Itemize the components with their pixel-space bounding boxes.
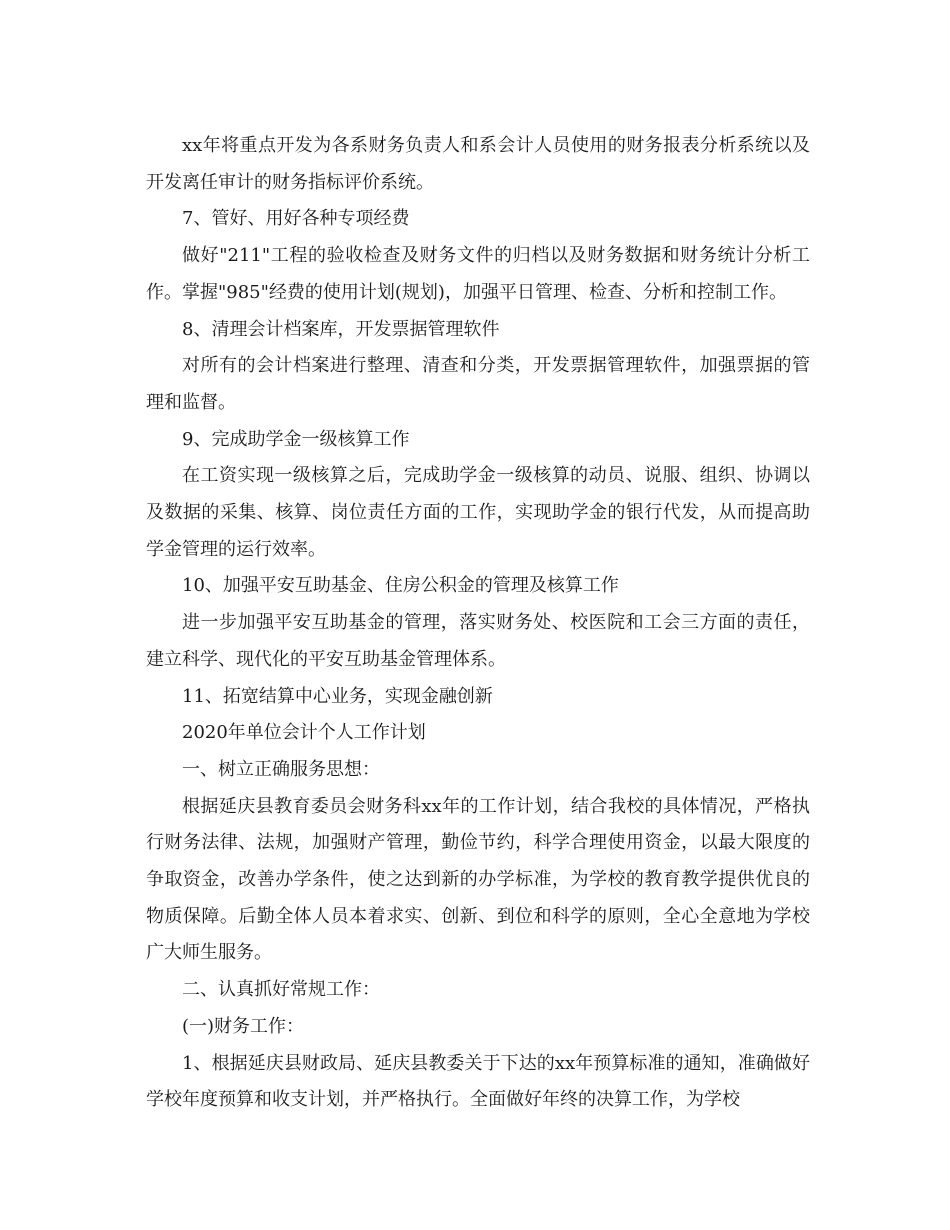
heading-stipend-accounting: 9、完成助学金一级核算工作	[182, 428, 410, 450]
paragraph-budget: 1、根据延庆县财政局、延庆县教委关于下达的xx年预算标准的通知，准确做好学校年度预算和收支计划，并严格执行。全面做好年终的决算工作，为学校	[146, 1052, 810, 1111]
heading-settlement-center: 11、拓宽结算中心业务，实现金融创新	[182, 685, 493, 707]
heading-finance-work: (一)财务工作：	[182, 1015, 305, 1037]
heading-routine-work: 二、认真抓好常规工作：	[182, 979, 380, 1001]
paragraph-special-funds: 做好"211"工程的验收检查及财务文件的归档以及财务数据和财务统计分析工作。掌握"985"经费的使用计划(规划)，加强平日管理、检查、分析和控制工作。	[146, 245, 810, 303]
paragraph-mutual-aid-fund: 进一步加强平安互助基金的管理，落实财务处、校医院和工会三方面的责任，建立科学、现代化的平安互助基金管理体系。	[146, 612, 810, 670]
section-title: 2020年单位会计个人工作计划	[182, 722, 426, 744]
paragraph-system-dev: xx年将重点开发为各系财务负责人和系会计人员使用的财务报表分析系统以及开发离任审计的财务指标评价系统。	[146, 135, 810, 193]
heading-special-funds: 7、管好、用好各种专项经费	[182, 208, 410, 230]
document-body	[146, 128, 810, 1119]
heading-accounting-archives: 8、清理会计档案库，开发票据管理软件	[182, 318, 500, 340]
heading-mutual-aid-fund: 10、加强平安互助基金、住房公积金的管理及核算工作	[182, 575, 619, 597]
paragraph-accounting-archives: 对所有的会计档案进行整理、清查和分类，开发票据管理软件，加强票据的管理和监督。	[146, 355, 810, 413]
paragraph-stipend-accounting: 在工资实现一级核算之后，完成助学金一级核算的动员、说服、组织、协调以及数据的采集、核算、岗位责任方面的工作，实现助学金的银行代发，从而提高助学金管理的运行效率。	[146, 465, 810, 560]
paragraph-service-mindset: 根据延庆县教育委员会财务科xx年的工作计划，结合我校的具体情况，严格执行财务法律、法规，加强财产管理，勤俭节约，科学合理使用资金，以最大限度的争取资金，改善办学条件，使之达到新的办学标准，为学校的教育教学提供优良的物质保障。后勤全体人员本着求实、创新、到位和科学的原则，全心全意地为学校广大师生服务。	[146, 795, 810, 964]
heading-service-mindset: 一、树立正确服务思想：	[182, 758, 380, 780]
